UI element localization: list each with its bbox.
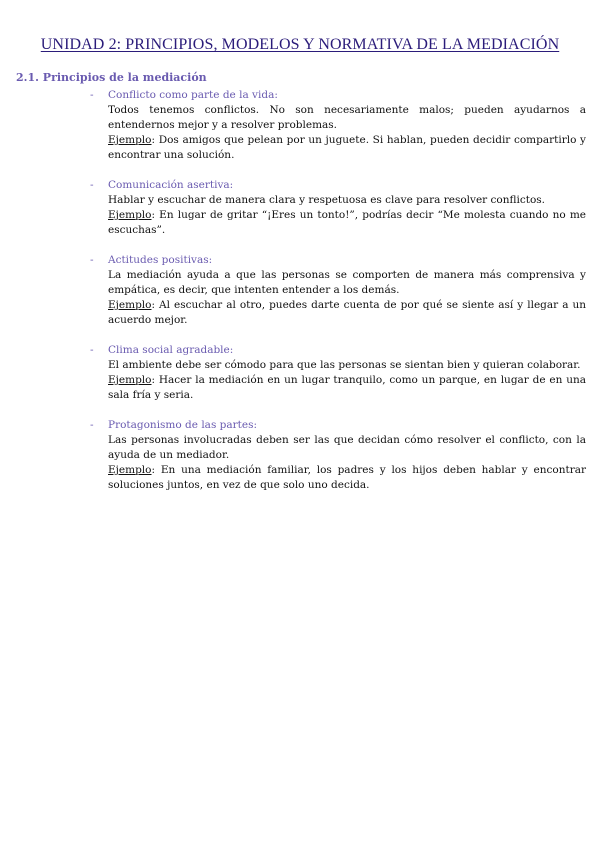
principle-description: La mediación ayuda a que las personas se comporten de manera más comprensiva y empática, es decir, que intenten entender a los demás.: [108, 269, 586, 296]
principle-example: [108, 373, 586, 403]
principle-description: El ambiente debe ser cómodo para que las personas se sientan bien y quieran colaborar.: [108, 359, 581, 371]
principles-list: [0, 88, 600, 508]
principle-description: Las personas involucradas deben ser las que decidan cómo resolver el conflicto, con la ayuda de un mediador.: [108, 434, 586, 461]
example-text: : En una mediación familiar, los padres y los hijos deben hablar y encontrar soluciones juntos, en vez de que solo uno decida.: [108, 464, 586, 491]
section-heading: 2.1. Principios de la mediación: [16, 71, 207, 84]
example-text: : Hacer la mediación en un lugar tranquilo, como un parque, en lugar de en una sala fría y seria.: [108, 374, 586, 401]
bullet-dash: -: [90, 420, 94, 431]
principle-example: [108, 298, 586, 328]
example-text: : En lugar de gritar “¡Eres un tonto!”, podrías decir “Me molesta cuando no me escuchas”.: [108, 209, 586, 236]
bullet-dash: -: [90, 255, 94, 266]
principle-title: Conflicto como parte de la vida:: [108, 89, 278, 101]
principle-description: Todos tenemos conflictos. No son necesariamente malos; pueden ayudarnos a entendernos mejor y a resolver problemas.: [108, 104, 586, 131]
principle-description: Hablar y escuchar de manera clara y respetuosa es clave para resolver conflictos.: [108, 194, 546, 206]
principle-title: Clima social agradable:: [108, 344, 234, 356]
bullet-dash: -: [90, 345, 94, 356]
principle-item: [0, 343, 600, 403]
principle-example: [108, 208, 586, 238]
principle-title: Actitudes positivas:: [108, 254, 213, 266]
example-label: Ejemplo: [108, 299, 152, 311]
principle-example: [108, 133, 586, 163]
document-title: UNIDAD 2: PRINCIPIOS, MODELOS Y NORMATIVA DE LA MEDIACIÓN: [40, 36, 560, 53]
example-label: Ejemplo: [108, 374, 152, 386]
example-text: : Dos amigos que pelean por un juguete. Si hablan, pueden decidir compartirlo y encontrar una solución.: [108, 134, 586, 161]
principle-item: [0, 88, 600, 163]
example-text: : Al escuchar al otro, puedes darte cuenta de por qué se siente así y llegar a un acuerdo mejor.: [108, 299, 586, 326]
bullet-dash: -: [90, 180, 94, 191]
principle-title: Comunicación asertiva:: [108, 179, 234, 191]
principle-item: [0, 418, 600, 493]
example-label: Ejemplo: [108, 464, 152, 476]
example-label: Ejemplo: [108, 134, 152, 146]
example-label: Ejemplo: [108, 209, 152, 221]
principle-example: [108, 463, 586, 493]
principle-item: [0, 253, 600, 328]
principle-title: Protagonismo de las partes:: [108, 419, 258, 431]
bullet-dash: -: [90, 90, 94, 101]
principle-item: [0, 178, 600, 238]
